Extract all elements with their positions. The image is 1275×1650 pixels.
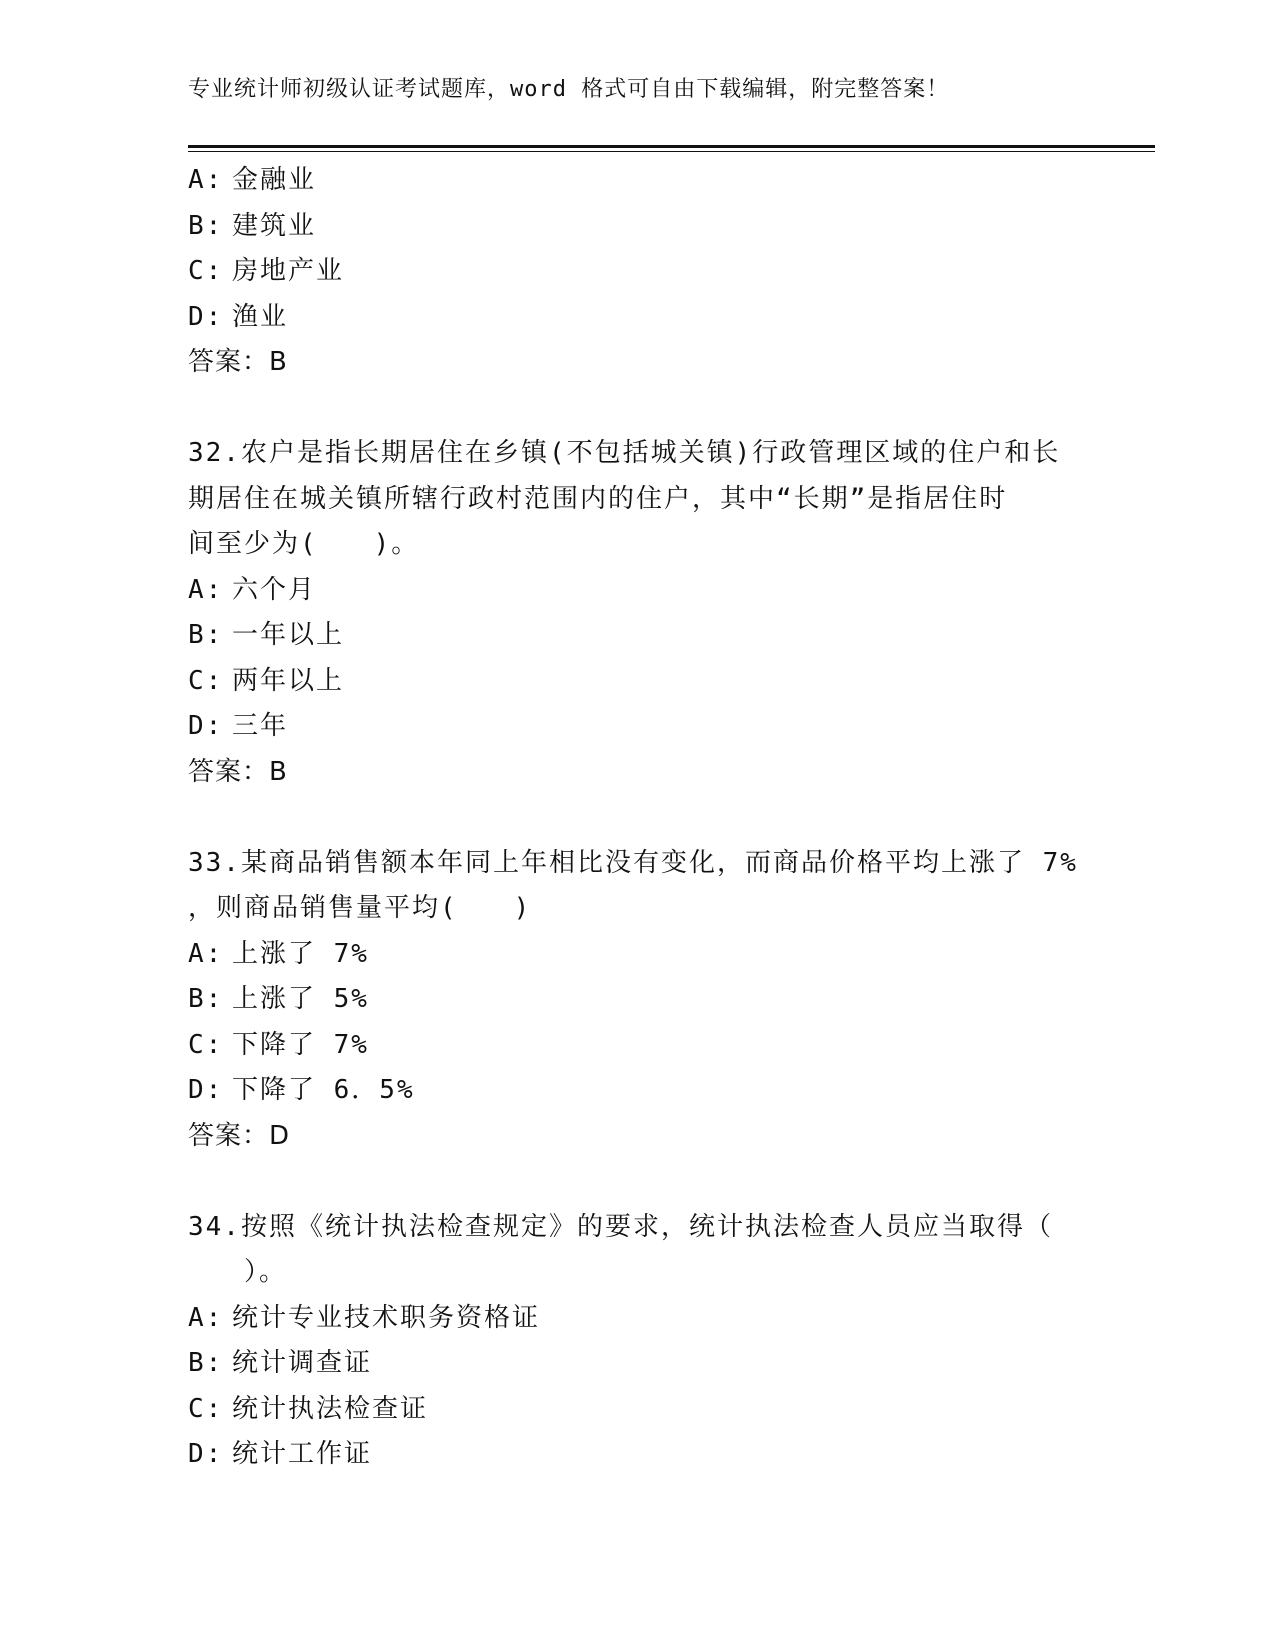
question-34	[188, 1205, 1088, 1478]
answer-label: 答案：B	[188, 756, 288, 787]
header-rule-thick	[188, 145, 1155, 148]
option-b: B: 建筑业	[188, 210, 317, 241]
question-stem-line: 32.农户是指长期居住在乡镇(不包括城关镇)行政管理区域的住户和长	[188, 438, 1061, 468]
spacer	[188, 795, 1088, 841]
option-a: A: 上涨了 7%	[188, 938, 369, 969]
option-c: C: 两年以上	[188, 665, 345, 696]
question-stem-line: 间至少为( )。	[188, 529, 420, 559]
question-stem-line: 期居住在城关镇所辖行政村范围内的住户，其中“长期”是指居住时	[188, 483, 1008, 514]
question-stem-line: ）。	[188, 1257, 288, 1287]
spacer	[188, 386, 1088, 432]
question-stem-line: 34.按照《统计执法检查规定》的要求，统计执法检查人员应当取得（	[188, 1211, 1053, 1242]
option-c: C: 下降了 7%	[188, 1029, 369, 1060]
question-content	[188, 158, 1088, 1478]
option-d: D: 统计工作证	[188, 1439, 373, 1469]
page-header: 专业统计师初级认证考试题库，word 格式可自由下载编辑，附完整答案！	[188, 77, 950, 102]
option-b: B: 一年以上	[188, 620, 345, 650]
option-b: B: 上涨了 5%	[188, 984, 369, 1014]
question-stem-line: 33.某商品销售额本年同上年相比没有变化，而商品价格平均上涨了 7%	[188, 847, 1078, 878]
question-stem-line: ，则商品销售量平均( )	[188, 893, 532, 923]
answer-label: 答案：B	[188, 347, 288, 377]
option-d: D: 渔业	[188, 301, 289, 332]
question-33	[188, 841, 1088, 1160]
option-c: C: 房地产业	[188, 256, 345, 286]
answer-label: 答案：D	[188, 1120, 291, 1151]
option-b: B: 统计调查证	[188, 1348, 373, 1378]
option-c: C: 统计执法检查证	[188, 1393, 429, 1424]
option-d: D: 三年	[188, 711, 289, 741]
header-rule-thin	[188, 151, 1155, 152]
spacer	[188, 1159, 1088, 1205]
question-31	[188, 158, 1088, 386]
option-a: A: 六个月	[188, 574, 317, 605]
option-a: A: 统计专业技术职务资格证	[188, 1302, 541, 1333]
option-d: D: 下降了 6．5%	[188, 1075, 415, 1105]
question-32	[188, 431, 1088, 795]
option-a: A: 金融业	[188, 165, 317, 195]
